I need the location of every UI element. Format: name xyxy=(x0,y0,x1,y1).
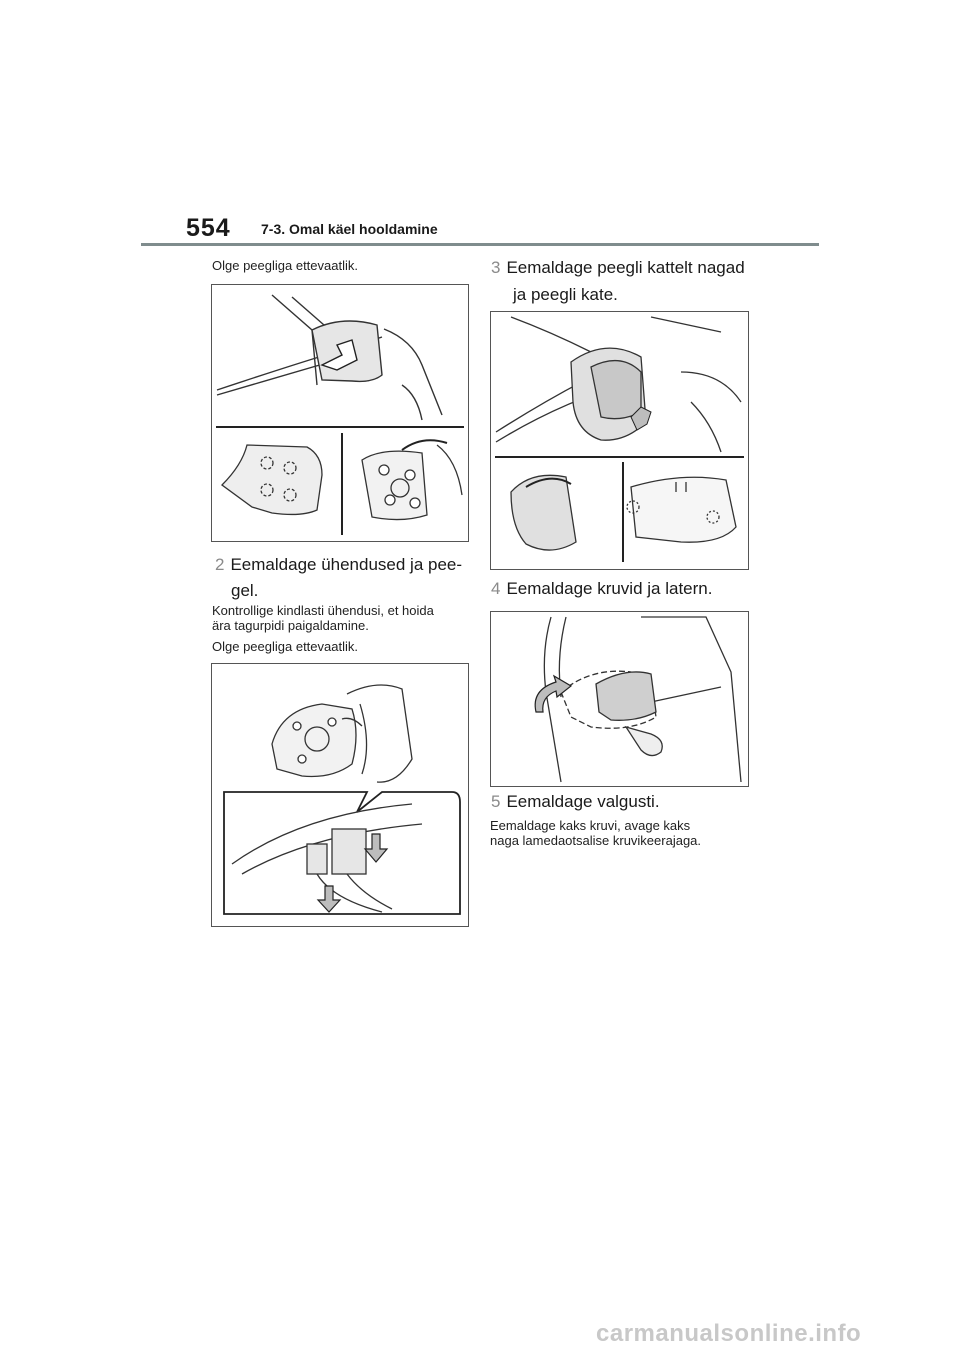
note-check-connections-line1: Kontrollige kindlasti ühendusi, et hoida xyxy=(212,603,434,618)
note-check-connections-line2: ära tagurpidi paigaldamine. xyxy=(212,618,369,633)
note-remove-screws-line1: Eemaldage kaks kruvi, avage kaks xyxy=(490,818,691,833)
page-number: 554 xyxy=(186,214,231,242)
header-rule xyxy=(141,243,819,246)
step2-number: 2 xyxy=(215,555,225,574)
mirror-removal-illustration xyxy=(212,285,468,541)
mirror-cover-illustration xyxy=(491,312,748,569)
step4-number: 4 xyxy=(491,579,501,598)
step4-text: Eemaldage kruvid ja latern. xyxy=(506,579,713,598)
step3-text-line1: Eemaldage peegli kattelt nagad xyxy=(506,258,745,277)
connector-removal-illustration xyxy=(212,664,468,926)
step3-text-line2: ja peegli kate. xyxy=(513,285,618,304)
note-mirror-caution-step2: Olge peegliga ettevaatlik. xyxy=(212,639,358,654)
step2-text-line2: gel. xyxy=(231,581,259,600)
step4-heading xyxy=(491,576,712,602)
figure-lamp-removal xyxy=(490,611,749,787)
step5-text: Eemaldage valgusti. xyxy=(506,792,660,811)
step2-text-line1: Eemaldage ühendused ja pee- xyxy=(230,555,463,574)
step3-number: 3 xyxy=(491,258,501,277)
note-remove-screws-line2: naga lamedaotsalise kruvikeerajaga. xyxy=(490,833,702,848)
note-mirror-caution-top: Olge peegliga ettevaatlik. xyxy=(212,258,358,273)
figure-mirror-removal xyxy=(211,284,469,542)
step3-heading xyxy=(491,255,745,281)
lamp-removal-illustration xyxy=(491,612,748,786)
step5-heading xyxy=(491,789,660,815)
section-title: 7-3. Omal käel hooldamine xyxy=(261,221,438,237)
step5-number: 5 xyxy=(491,792,501,811)
watermark: carmanualsonline.info xyxy=(596,1320,862,1347)
figure-mirror-cover-removal xyxy=(490,311,749,570)
figure-connector-removal xyxy=(211,663,469,927)
step2-heading xyxy=(215,552,462,578)
